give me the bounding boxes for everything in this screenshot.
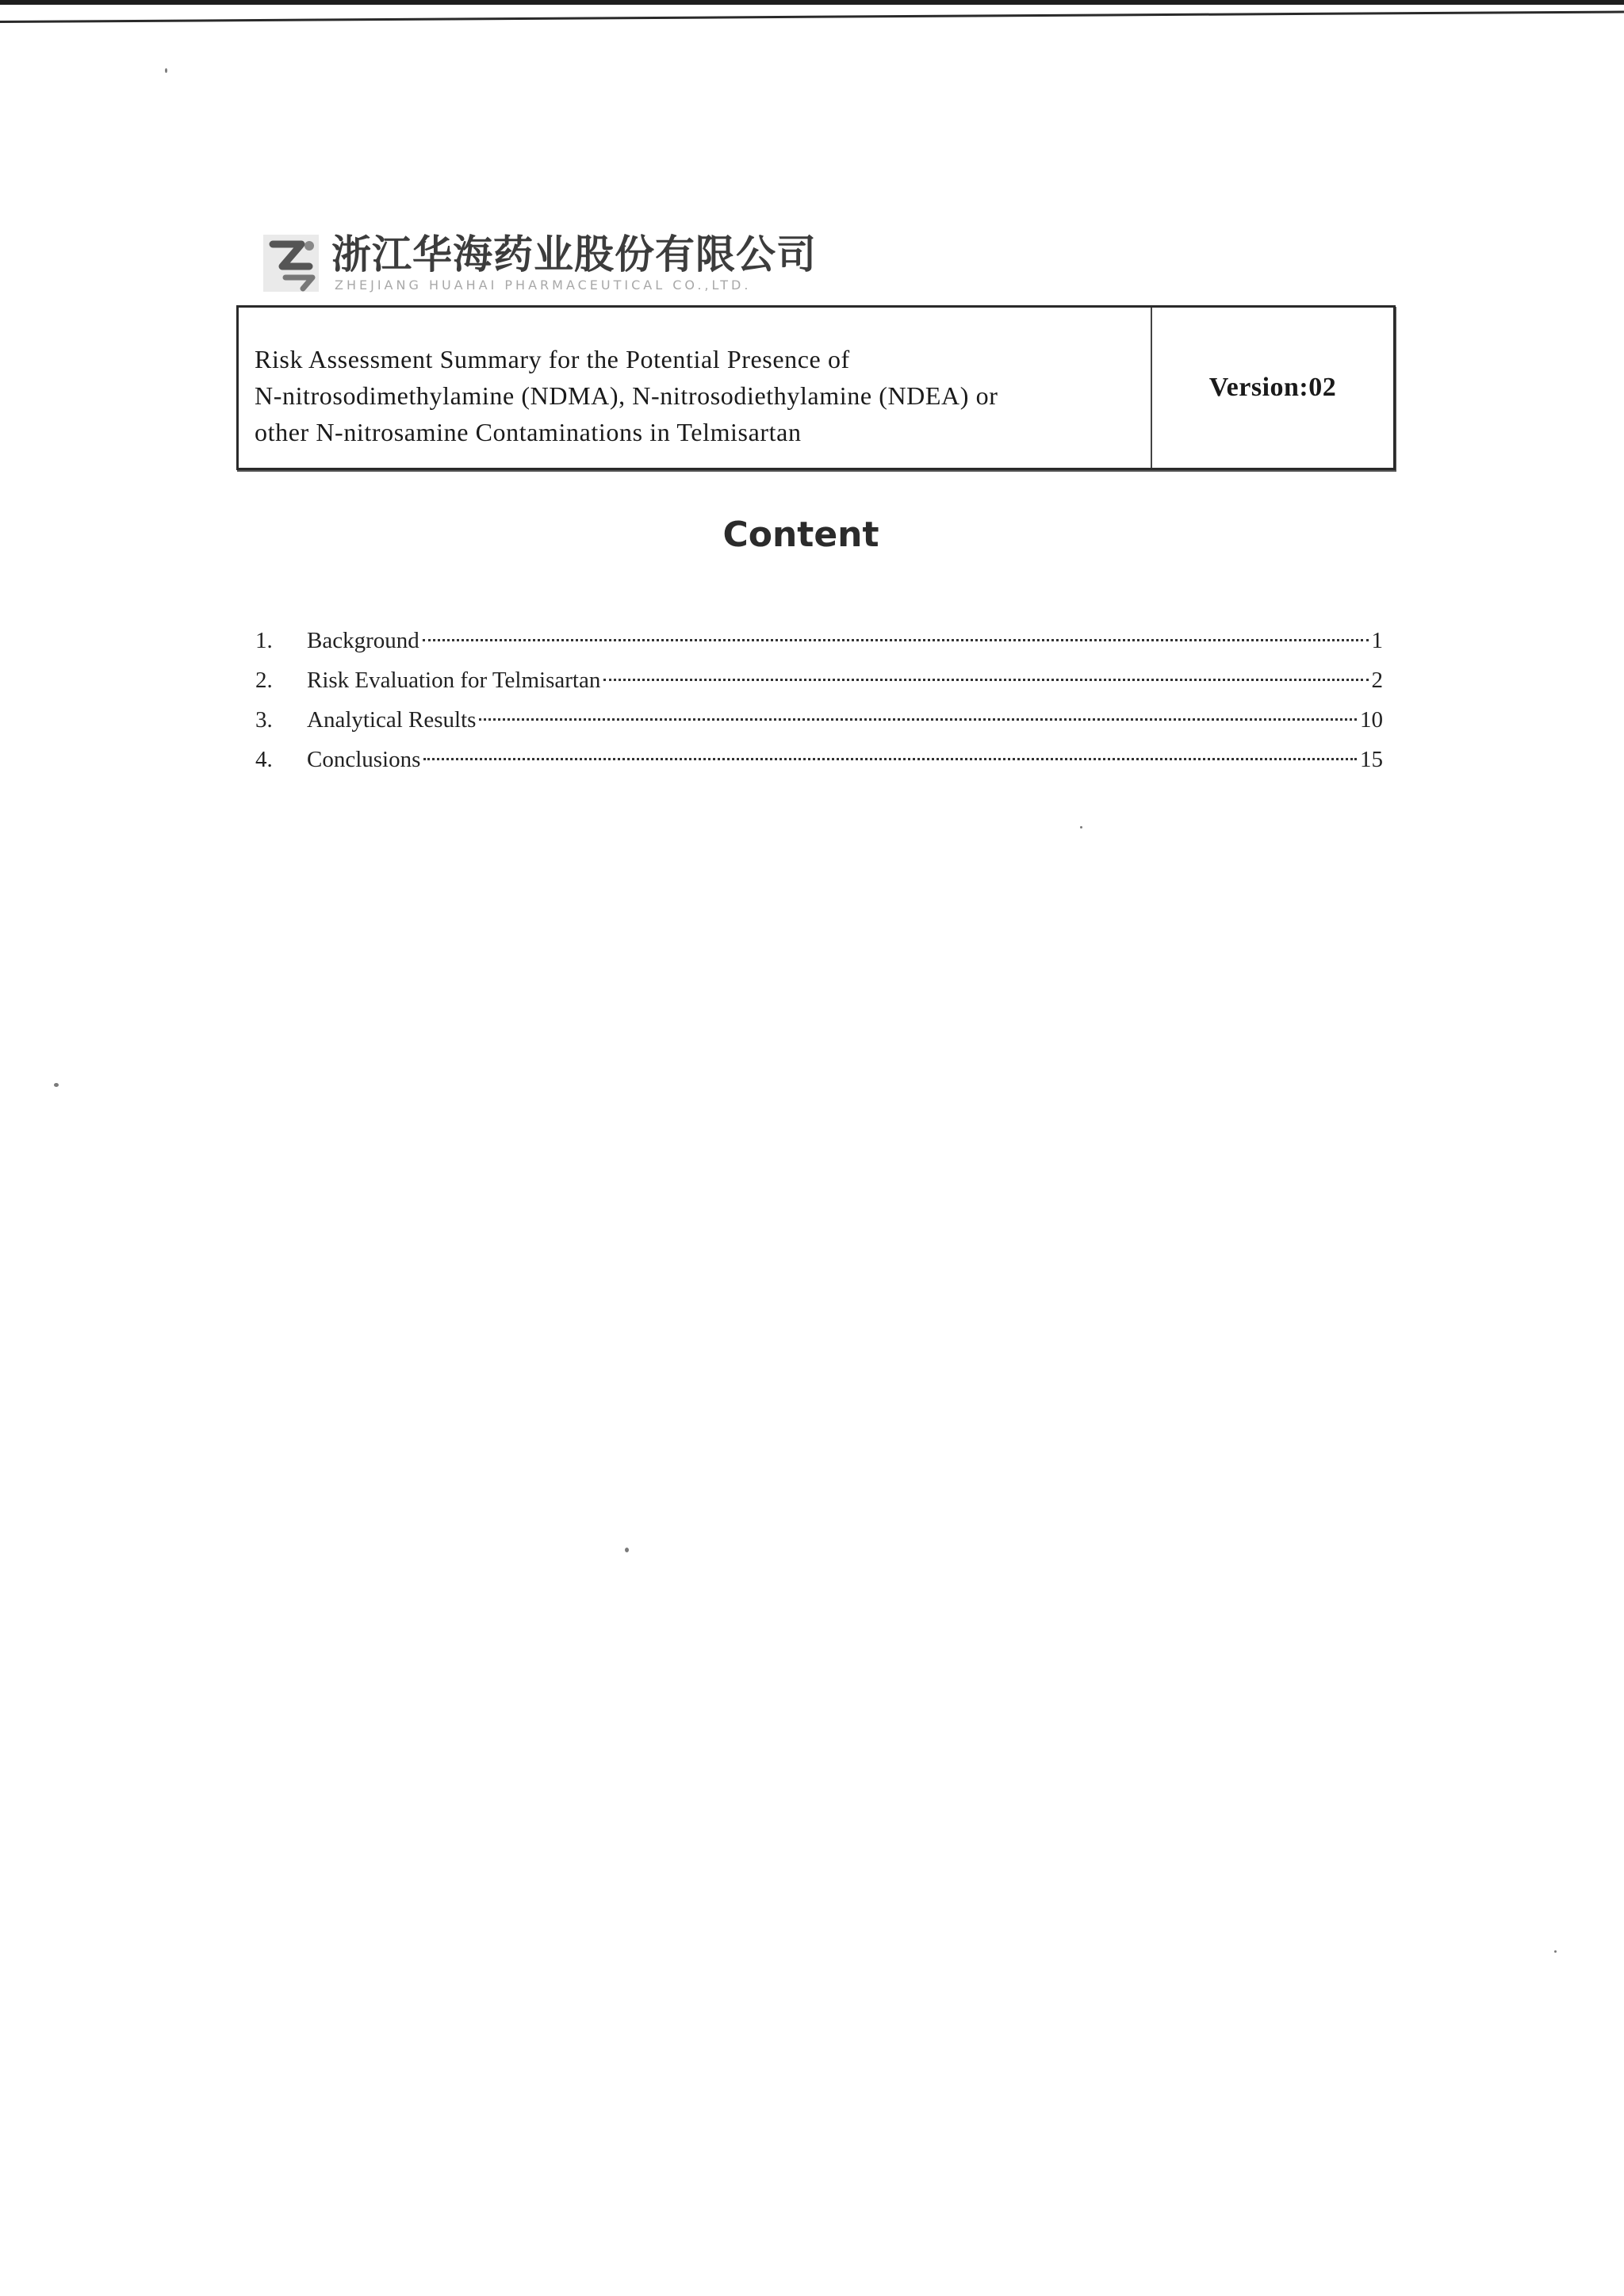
toc-entry-page: 2 [1371, 668, 1383, 693]
document-title-line: Risk Assessment Summary for the Potential Presence of [255, 345, 850, 373]
toc-entry-page: 10 [1360, 707, 1383, 733]
company-name-cn: 浙江华海药业股份有限公司 [331, 232, 817, 277]
toc-dot-leader [423, 758, 1357, 760]
toc-entry-background [255, 622, 1383, 661]
company-logo [262, 232, 817, 297]
document-title-line: other N-nitrosamine Contaminations in Telmisartan [255, 418, 802, 446]
company-name-en: ZHEJIANG HUAHAI PHARMACEUTICAL CO.,LTD. [335, 277, 752, 293]
scan-speck [54, 1083, 59, 1087]
toc-entry-risk-evaluation [255, 661, 1383, 701]
toc-dot-leader [603, 679, 1368, 681]
toc-entry-number: 2. [255, 668, 273, 693]
scan-speck [1554, 1950, 1557, 1953]
toc-dot-leader [423, 639, 1369, 641]
toc-entry-title: Analytical Results [307, 707, 477, 733]
document-title [255, 341, 1135, 450]
toc-entry-title: Conclusions [307, 747, 421, 772]
scan-speck [625, 1548, 629, 1552]
content-heading: Content [722, 515, 879, 555]
toc-entry-number: 1. [255, 628, 273, 653]
toc-entry-title: Risk Evaluation for Telmisartan [307, 668, 601, 693]
company-logo-icon [262, 232, 324, 295]
toc-entry-number: 4. [255, 747, 273, 772]
toc-entry-conclusions [255, 740, 1383, 780]
toc-entry-analytical-results [255, 701, 1383, 740]
table-of-contents [255, 622, 1383, 780]
scan-rule [0, 10, 1624, 23]
scan-speck [1080, 826, 1082, 828]
document-header [236, 305, 1396, 470]
scan-speck [165, 68, 167, 73]
scan-edge [0, 0, 1624, 5]
document-version: Version:02 [1208, 373, 1337, 402]
toc-dot-leader [479, 718, 1357, 721]
toc-entry-title: Background [307, 628, 419, 653]
toc-entry-page: 15 [1360, 747, 1383, 772]
toc-entry-page: 1 [1371, 628, 1383, 653]
toc-entry-number: 3. [255, 707, 273, 733]
document-title-line: N-nitrosodimethylamine (NDMA), N-nitrosodiethylamine (NDEA) or [255, 381, 998, 410]
